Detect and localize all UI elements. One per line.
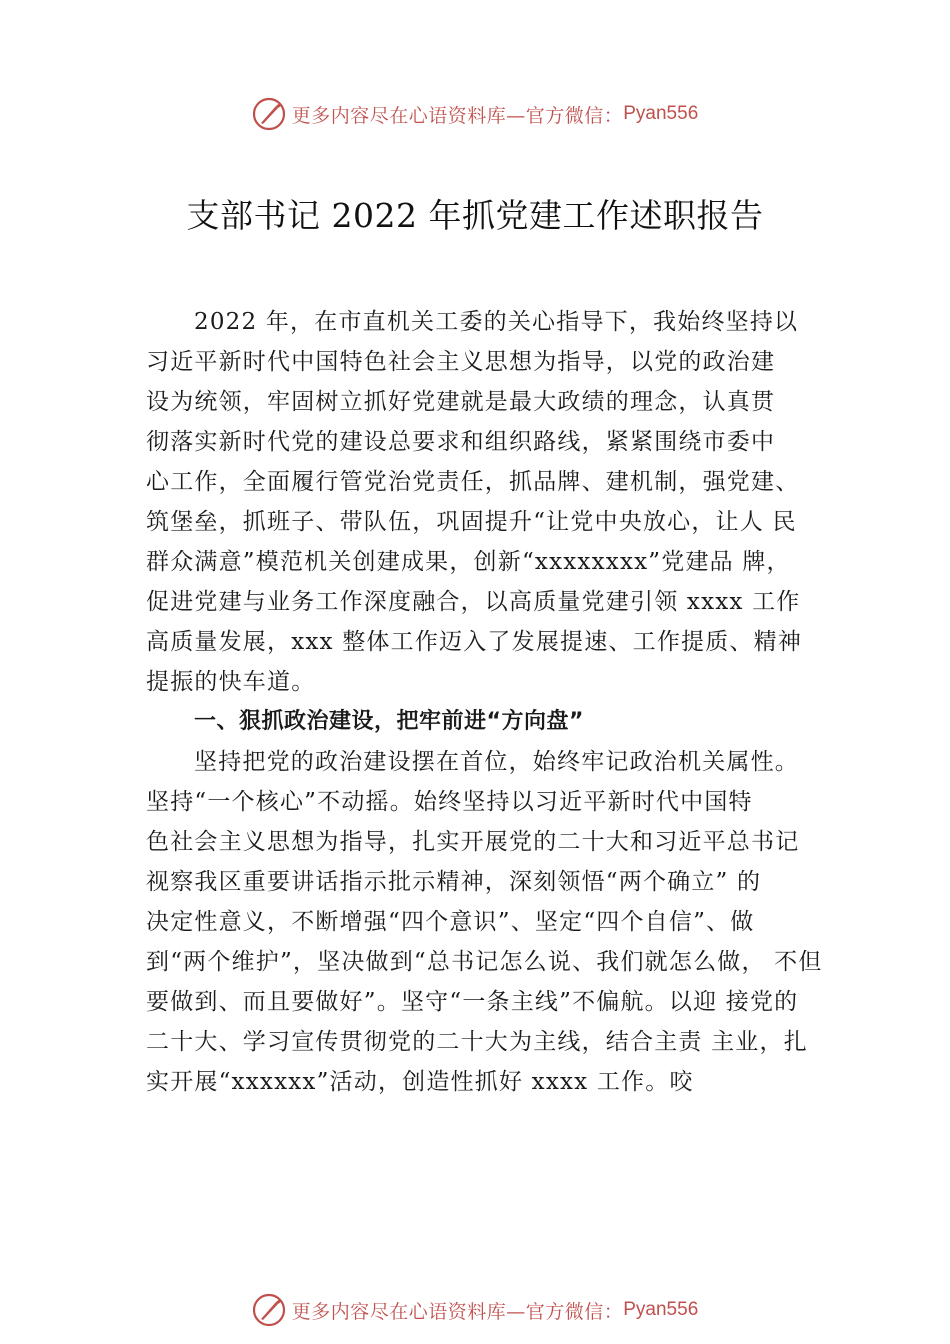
watermark-banner-top (0, 94, 950, 134)
body-line: 设为统领，牢固树立抓好党建就是最大政绩的理念，认真贯 (146, 389, 776, 415)
body-line: 要做到、而且要做好”。坚守“一条主线”不偏航。以迎 接党的 (146, 989, 799, 1015)
body-line: 提振的快车道。 (146, 669, 316, 695)
watermark-banner-bottom (0, 1290, 950, 1330)
body-line: 2022 年，在市直机关工委的关心指导下，我始终坚持以 (194, 309, 799, 335)
body-line: 坚持“一个核心”不动摇。始终坚持以习近平新时代中国特 (146, 789, 753, 815)
document-title: 支部书记 2022 年抓党建工作述职报告 (186, 196, 764, 235)
body-line: 二十大、学习宣传贯彻党的二十大为主线，结合主责 主业，扎 (146, 1029, 808, 1055)
body-line: 高质量发展，xxx 整体工作迈入了发展提速、工作提质、精神 (146, 629, 803, 655)
body-line: 实开展“xxxxxx”活动，创造性抓好 xxxx 工作。咬 (146, 1069, 694, 1095)
body-line: 习近平新时代中国特色社会主义思想为指导，以党的政治建 (146, 349, 776, 375)
body-line: 心工作，全面履行管党治党责任，抓品牌、建机制，强党建、 (146, 469, 800, 495)
body-line: 群众满意”模范机关创建成果，创新“xxxxxxxx”党建品 牌， (146, 549, 791, 575)
watermark-text: 更多内容尽在心语资料库—官方微信： (291, 104, 624, 127)
body-line: 坚持把党的政治建设摆在首位，始终牢记政治机关属性。 (194, 749, 799, 775)
body-line: 彻落实新时代党的建设总要求和组织路线，紧紧围绕市委中 (146, 429, 776, 455)
watermark-wechat-id: Pyan556 (623, 1299, 699, 1320)
watermark-wechat-id: Pyan556 (623, 103, 699, 124)
body-line: 色社会主义思想为指导，扎实开展党的二十大和习近平总书记 (146, 829, 800, 855)
body-line: 到“两个维护”，坚决做到“总书记怎么说、我们就怎么做， 不但 (146, 949, 823, 975)
body-line: 筑堡垒，抓班子、带队伍，巩固提升“让党中央放心，让人 民 (146, 509, 797, 535)
watermark-text: 更多内容尽在心语资料库—官方微信： (291, 1300, 624, 1323)
quill-logo-icon (252, 1293, 286, 1327)
document-body (146, 302, 836, 1102)
body-line: 视察我区重要讲话指示批示精神，深刻领悟“两个确立” 的 (146, 869, 762, 895)
body-line: 决定性意义，不断增强“四个意识”、坚定“四个自信”、做 (146, 909, 755, 935)
quill-logo-icon (252, 97, 286, 131)
section-heading: 一、狠抓政治建设，把牢前进“方向盘” (194, 709, 584, 734)
body-line: 促进党建与业务工作深度融合，以高质量党建引领 xxxx 工作 (146, 589, 801, 615)
